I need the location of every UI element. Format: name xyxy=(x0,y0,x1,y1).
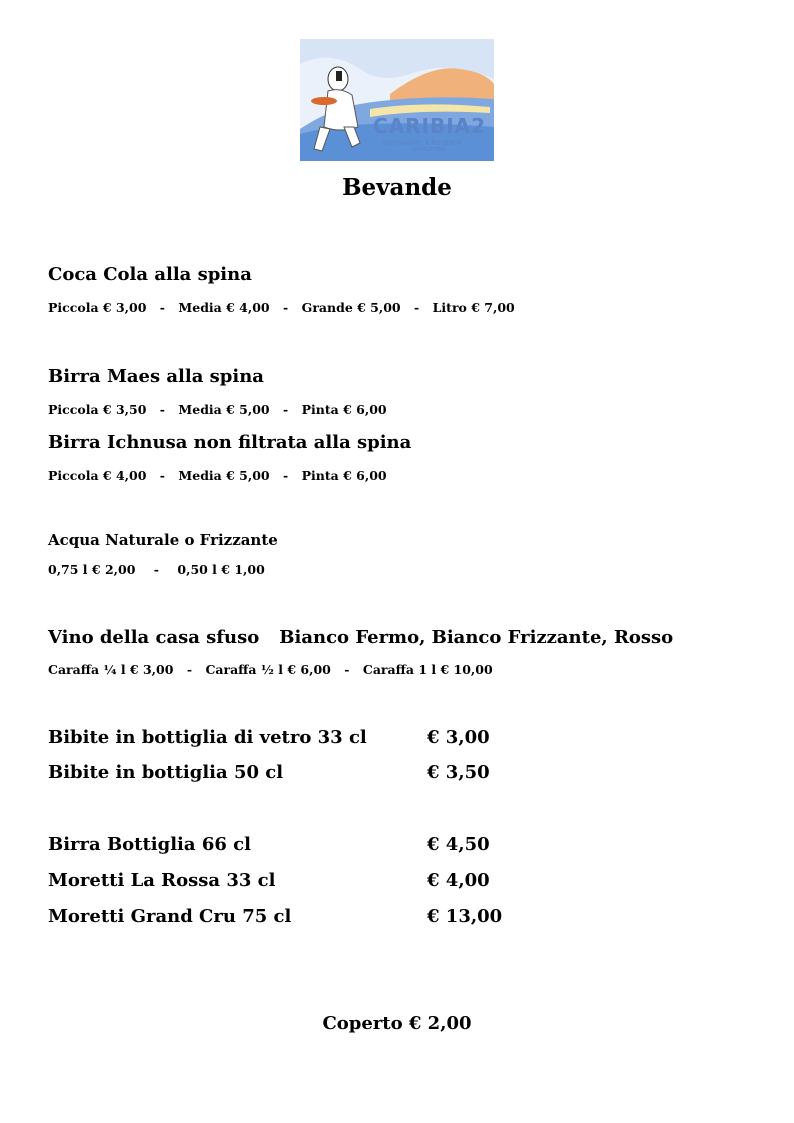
separator: - xyxy=(186,662,193,677)
logo-subtitle-2: NAPOLETANA xyxy=(412,147,446,153)
maes-size-pinta: Pinta € 6,00 xyxy=(301,402,387,417)
coca-cola-sizes xyxy=(48,300,515,315)
separator: - xyxy=(153,562,159,577)
bottle-item-price: € 3,50 xyxy=(427,762,490,783)
vino-size-quarter: Caraffa ¼ l € 3,00 xyxy=(48,662,174,677)
acqua-size-050: 0,50 l € 1,00 xyxy=(177,562,265,577)
beer-item-price: € 4,50 xyxy=(427,834,490,855)
page-title: Bevande xyxy=(342,174,452,201)
ichnusa-size-piccola: Piccola € 4,00 xyxy=(48,468,147,483)
vino-heading xyxy=(48,627,673,648)
bottle-item-name: Bibite in bottiglia di vetro 33 cl xyxy=(48,727,367,748)
beer-item-price: € 4,00 xyxy=(427,870,490,891)
restaurant-logo xyxy=(300,39,494,161)
vino-size-litre: Caraffa 1 l € 10,00 xyxy=(362,662,493,677)
separator: - xyxy=(283,300,289,315)
coca-size-grande: Grande € 5,00 xyxy=(301,300,401,315)
beer-item-name: Moretti La Rossa 33 cl xyxy=(48,870,276,891)
maes-size-piccola: Piccola € 3,50 xyxy=(48,402,147,417)
separator: - xyxy=(283,468,289,483)
bottle-item-price: € 3,00 xyxy=(427,727,490,748)
coca-size-media: Media € 4,00 xyxy=(178,300,270,315)
separator: - xyxy=(159,468,165,483)
ichnusa-heading: Birra Ichnusa non filtrata alla spina xyxy=(48,432,412,453)
coca-cola-heading: Coca Cola alla spina xyxy=(48,264,252,285)
acqua-heading: Acqua Naturale o Frizzante xyxy=(48,531,278,549)
vino-size-half: Caraffa ½ l € 6,00 xyxy=(205,662,331,677)
vino-sizes xyxy=(48,662,493,677)
separator: - xyxy=(344,662,350,677)
beer-item-price: € 13,00 xyxy=(427,906,503,927)
maes-sizes xyxy=(48,402,387,417)
acqua-sizes xyxy=(48,562,265,577)
maes-size-media: Media € 5,00 xyxy=(178,402,270,417)
coperto-charge: Coperto € 2,00 xyxy=(322,1013,472,1034)
logo-subtitle: RISTORANTE E PIZZERIA xyxy=(382,139,462,147)
coca-size-piccola: Piccola € 3,00 xyxy=(48,300,147,315)
beer-item-name: Moretti Grand Cru 75 cl xyxy=(48,906,292,927)
separator: - xyxy=(159,300,165,315)
vino-types: Bianco Fermo, Bianco Frizzante, Rosso xyxy=(279,627,674,648)
coca-size-litro: Litro € 7,00 xyxy=(432,300,515,315)
ichnusa-size-media: Media € 5,00 xyxy=(178,468,270,483)
bottle-item-name: Bibite in bottiglia 50 cl xyxy=(48,762,284,783)
separator: - xyxy=(414,300,420,315)
logo-brand-text: CARIBIA2 xyxy=(373,114,487,138)
acqua-size-075: 0,75 l € 2,00 xyxy=(48,562,136,577)
separator: - xyxy=(159,402,165,417)
beer-item-name: Birra Bottiglia 66 cl xyxy=(48,834,251,855)
vino-name: Vino della casa sfuso xyxy=(48,627,260,648)
ichnusa-size-pinta: Pinta € 6,00 xyxy=(301,468,387,483)
separator: - xyxy=(283,402,289,417)
maes-heading: Birra Maes alla spina xyxy=(48,366,264,387)
ichnusa-sizes xyxy=(48,468,387,483)
